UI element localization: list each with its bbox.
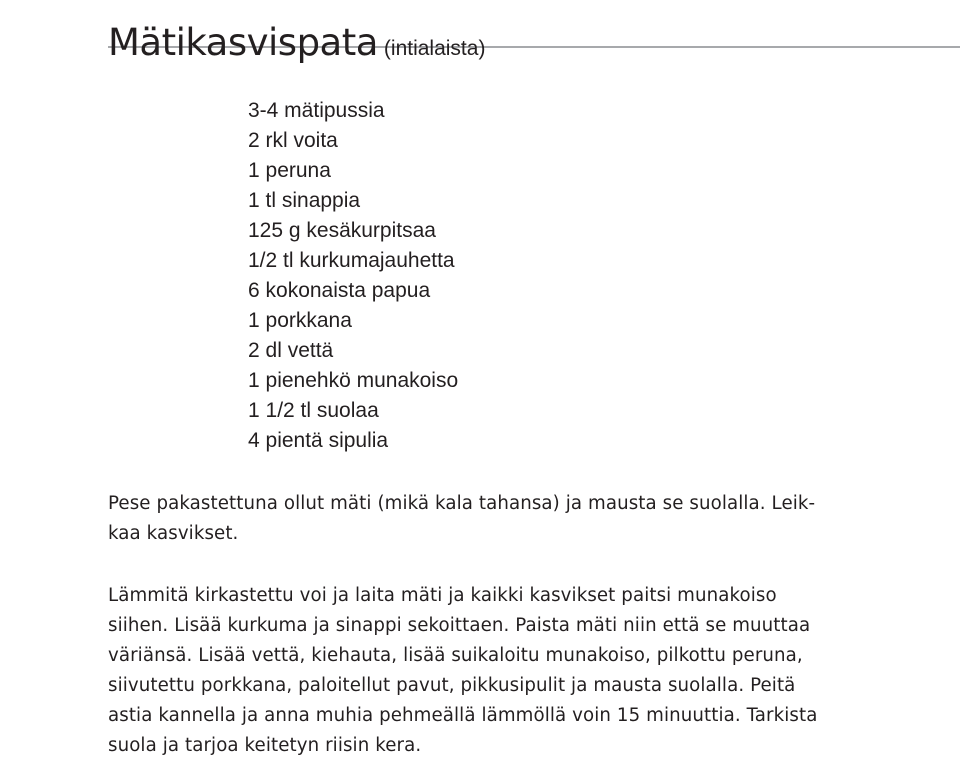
ingredient-item: 125 g kesäkurpitsaa xyxy=(248,219,436,242)
ingredient-item: 4 pientä sipulia xyxy=(248,429,389,452)
ingredient-item: 6 kokonaista papua xyxy=(248,279,431,302)
ingredient-item: 1 porkkana xyxy=(248,309,352,332)
instruction-line: Lämmitä kirkastettu voi ja laita mäti ja kaikki kasvikset paitsi munakoiso xyxy=(108,585,777,606)
ingredient-item: 2 rkl voita xyxy=(248,129,338,152)
instruction-line: Pese pakastettuna ollut mäti (mikä kala tahansa) ja mausta se suolalla. Leik- xyxy=(108,493,816,514)
instruction-line: kaa kasvikset. xyxy=(108,523,239,544)
recipe-header xyxy=(108,0,960,64)
ingredient-item: 1 peruna xyxy=(248,159,331,182)
ingredient-list xyxy=(248,96,458,456)
instruction-line: astia kannella ja anna muhia pehmeällä lämmöllä voin 15 minuuttia. Tarkista xyxy=(108,705,818,726)
ingredient-item: 2 dl vettä xyxy=(248,339,334,362)
ingredient-item: 1 pienehkö munakoiso xyxy=(248,369,459,392)
instruction-line: suola ja tarjoa keitetyn riisin kera. xyxy=(108,735,422,756)
recipe-title-text: Mätikasvispata xyxy=(108,20,378,64)
instruction-paragraph-2 xyxy=(108,581,958,761)
ingredient-item: 1 1/2 tl suolaa xyxy=(248,399,379,422)
ingredient-item: 3-4 mätipussia xyxy=(248,99,385,122)
recipe-subtitle: (intialaista) xyxy=(383,36,486,60)
recipe-title xyxy=(108,21,485,71)
ingredient-item: 1/2 tl kurkumajauhetta xyxy=(248,249,455,272)
instruction-line: väriänsä. Lisää vettä, kiehauta, lisää suikaloitu munakoiso, pilkottu peruna, xyxy=(108,645,803,666)
instruction-line: siihen. Lisää kurkuma ja sinappi sekoittaen. Paista mäti niin että se muuttaa xyxy=(108,615,811,636)
ingredient-item: 1 tl sinappia xyxy=(248,189,361,212)
instruction-paragraph-1 xyxy=(108,489,958,549)
instruction-line: siivutettu porkkana, paloitellut pavut, pikkusipulit ja mausta suolalla. Peitä xyxy=(108,675,796,696)
